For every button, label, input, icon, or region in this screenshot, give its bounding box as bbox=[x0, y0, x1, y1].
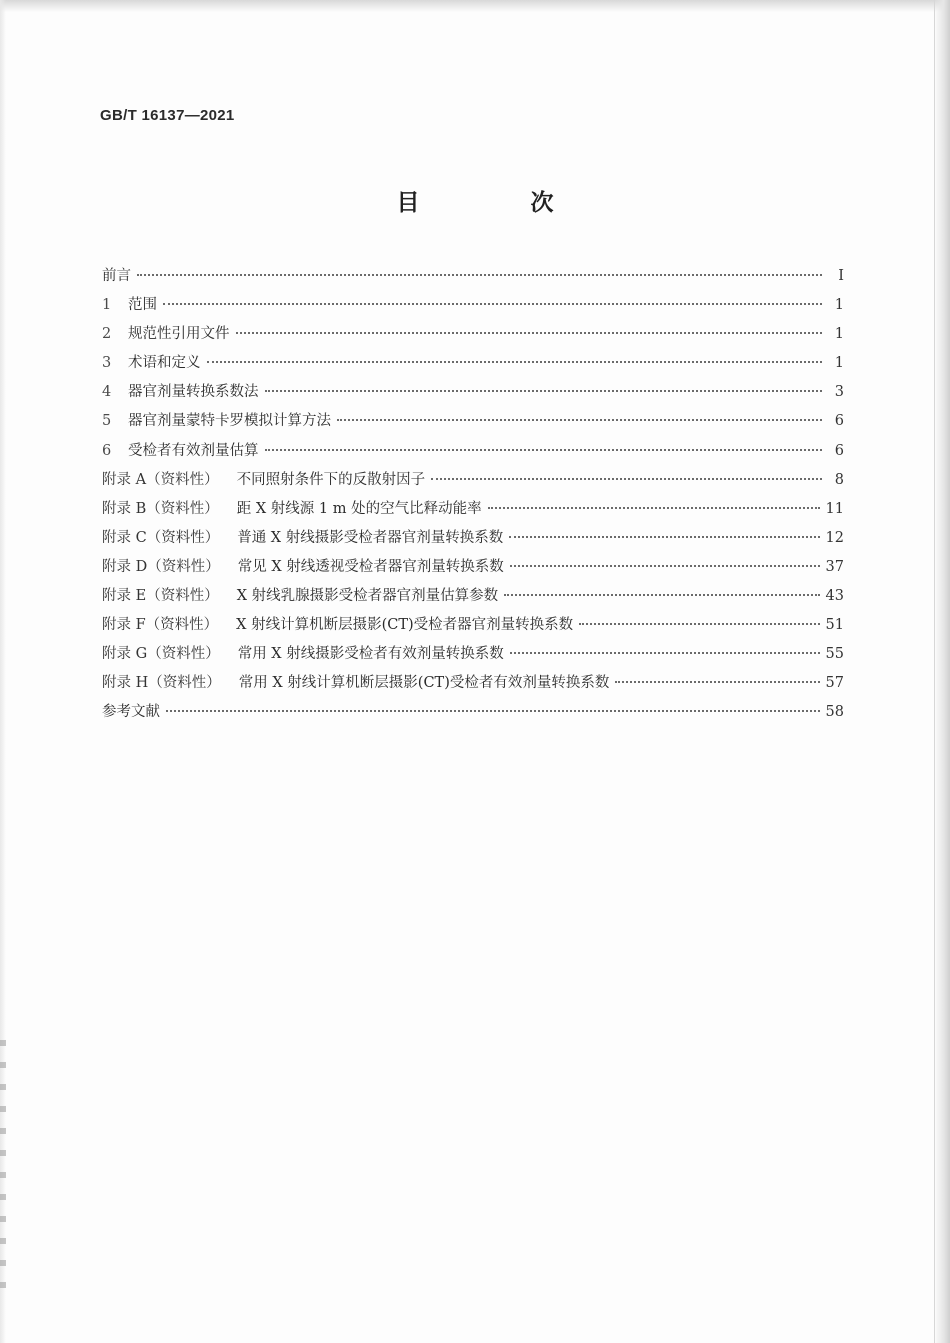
toc-entry-title: X 射线计算机断层摄影(CT)受检者器官剂量转换系数 bbox=[236, 617, 574, 634]
page-title: 目 次 bbox=[396, 190, 598, 216]
toc-dot-leader bbox=[579, 622, 819, 625]
toc-page-number: 57 bbox=[825, 675, 844, 692]
toc-page-number: 1 bbox=[834, 297, 844, 314]
toc-entry-title: 受检者有效剂量估算 bbox=[128, 442, 259, 459]
toc-entry-number: 5 bbox=[102, 413, 112, 430]
toc-dot-leader bbox=[510, 564, 820, 567]
toc-entry-title: 器官剂量蒙特卡罗模拟计算方法 bbox=[128, 413, 331, 430]
toc-entry[interactable] bbox=[102, 407, 844, 436]
toc-dot-leader bbox=[510, 651, 820, 654]
toc-entry-number: 1 bbox=[102, 297, 112, 314]
toc-dot-leader bbox=[509, 535, 819, 538]
toc-dot-leader bbox=[207, 360, 823, 363]
toc-entry-appendix-label: 附录 E（资料性） bbox=[102, 588, 219, 605]
toc-dot-leader bbox=[166, 709, 820, 712]
toc-entry-number: 3 bbox=[102, 355, 112, 372]
toc-entry-appendix-label: 附录 C（资料性） bbox=[102, 529, 220, 546]
toc-page-number: 1 bbox=[834, 326, 844, 343]
toc-entry-title: 术语和定义 bbox=[128, 355, 201, 372]
toc-page-number: 58 bbox=[825, 704, 844, 721]
toc-page-number: 3 bbox=[834, 384, 844, 401]
toc-entry[interactable] bbox=[102, 611, 844, 640]
toc-entry-number: 2 bbox=[102, 326, 112, 343]
toc-dot-leader bbox=[488, 506, 820, 509]
toc-entry-title: 规范性引用文件 bbox=[128, 326, 230, 343]
toc-dot-leader bbox=[615, 680, 819, 683]
table-of-contents bbox=[102, 262, 844, 728]
toc-entry-appendix-label: 附录 F（资料性） bbox=[102, 617, 219, 634]
toc-dot-leader bbox=[236, 331, 823, 334]
toc-entry-title: 常用 X 射线计算机断层摄影(CT)受检者有效剂量转换系数 bbox=[238, 675, 610, 692]
toc-entry[interactable] bbox=[102, 466, 844, 495]
toc-entry-title: 不同照射条件下的反散射因子 bbox=[236, 471, 426, 488]
toc-page-number: 51 bbox=[825, 617, 844, 634]
toc-page-number: 6 bbox=[834, 413, 844, 430]
toc-page-number: 37 bbox=[825, 558, 844, 575]
toc-dot-leader bbox=[431, 477, 822, 480]
toc-entry[interactable] bbox=[102, 495, 844, 524]
toc-dot-leader bbox=[137, 273, 822, 276]
toc-entry-title: X 射线乳腺摄影受检者器官剂量估算参数 bbox=[236, 588, 499, 605]
toc-page-number: 55 bbox=[825, 646, 844, 663]
toc-dot-leader bbox=[265, 448, 823, 451]
toc-entry[interactable] bbox=[102, 291, 844, 320]
toc-entry-number: 4 bbox=[102, 384, 112, 401]
toc-entry[interactable] bbox=[102, 378, 844, 407]
toc-dot-leader bbox=[265, 389, 823, 392]
toc-page-number: Ⅰ bbox=[838, 268, 844, 284]
toc-dot-leader bbox=[337, 418, 822, 421]
toc-entry[interactable] bbox=[102, 640, 844, 669]
toc-page-number: 12 bbox=[825, 529, 844, 546]
toc-page-number: 8 bbox=[834, 471, 844, 488]
toc-entry-title: 前言 bbox=[102, 268, 131, 284]
toc-entry[interactable] bbox=[102, 553, 844, 582]
toc-page-number: 43 bbox=[825, 588, 844, 605]
toc-entry-appendix-label: 附录 D（资料性） bbox=[102, 558, 220, 575]
toc-entry[interactable] bbox=[102, 437, 844, 466]
toc-entry-title: 器官剂量转换系数法 bbox=[128, 384, 259, 401]
toc-entry[interactable] bbox=[102, 349, 844, 378]
toc-entry[interactable] bbox=[102, 320, 844, 349]
toc-page-number: 11 bbox=[825, 500, 844, 517]
toc-page-number: 6 bbox=[834, 442, 844, 459]
toc-entry[interactable] bbox=[102, 524, 844, 553]
toc-entry[interactable] bbox=[102, 698, 844, 727]
toc-entry-number: 6 bbox=[102, 442, 112, 459]
toc-entry-title: 范围 bbox=[128, 297, 157, 314]
scan-top-shadow bbox=[0, 0, 950, 12]
binding-edge-marks bbox=[0, 1040, 6, 1290]
toc-entry-appendix-label: 附录 H（资料性） bbox=[102, 675, 221, 692]
toc-entry-title: 距 X 射线源 1 m 处的空气比释动能率 bbox=[236, 500, 482, 517]
toc-dot-leader bbox=[163, 302, 822, 305]
toc-entry[interactable] bbox=[102, 262, 844, 291]
toc-entry[interactable] bbox=[102, 669, 844, 698]
toc-entry-title: 常用 X 射线摄影受检者有效剂量转换系数 bbox=[237, 646, 504, 663]
toc-entry-title: 参考文献 bbox=[102, 704, 160, 721]
toc-page-number: 1 bbox=[834, 355, 844, 372]
toc-entry[interactable] bbox=[102, 582, 844, 611]
toc-entry-appendix-label: 附录 B（资料性） bbox=[102, 500, 219, 517]
toc-dot-leader bbox=[504, 593, 819, 596]
toc-entry-appendix-label: 附录 G（资料性） bbox=[102, 646, 220, 663]
toc-entry-title: 常见 X 射线透视受检者器官剂量转换系数 bbox=[237, 558, 504, 575]
toc-entry-title: 普通 X 射线摄影受检者器官剂量转换系数 bbox=[237, 529, 504, 546]
standard-code: GB/T 16137—2021 bbox=[100, 107, 235, 124]
toc-entry-appendix-label: 附录 A（资料性） bbox=[102, 471, 219, 488]
